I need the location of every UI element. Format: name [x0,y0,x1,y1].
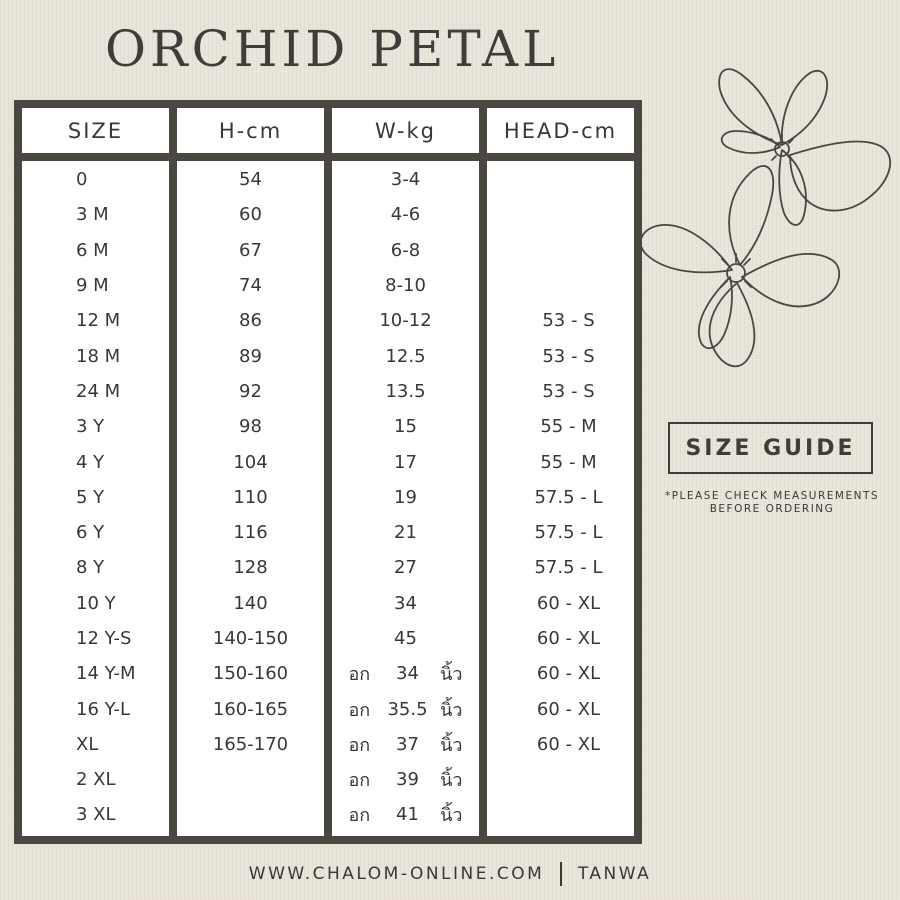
weight-cell [332,762,479,797]
weight-column [332,108,479,836]
size-cell: 6 Y [76,522,105,544]
height-cell: 116 [233,522,268,544]
size-cell: 0 [76,169,88,191]
size-cell: XL [76,733,99,755]
chest-measurement [332,695,479,724]
head-cell: 60 - XL [536,628,601,649]
size-cell: 9 M [76,275,109,297]
size-cell: 4 Y [76,451,105,473]
chest-measurement [332,765,479,794]
size-column [22,108,169,836]
size-cell: 10 Y [76,592,116,614]
size-column-header: SIZE [22,108,169,153]
height-cell: 150-160 [212,663,289,685]
height-cell: 54 [239,169,262,191]
chest-unit: นิ้ว [440,664,463,686]
chest-unit: นิ้ว [440,734,463,756]
height-cell: 110 [233,486,268,508]
chest-label: อก [348,805,371,827]
head-cell: 57.5 - L [534,486,603,508]
weight-cell: 8-10 [385,275,426,297]
height-column-header: H-cm [177,108,324,153]
head-cell: 55 - M [540,451,597,473]
head-cell: 57.5 - L [534,557,603,579]
weight-cell: 27 [394,557,417,579]
head-cell [487,268,634,303]
height-column [177,108,324,836]
weight-cell [332,691,479,726]
footer [0,862,900,886]
height-cell: 140 [233,592,268,614]
head-cell: 60 - XL [536,663,601,685]
size-column-body [22,161,169,836]
weight-cell: 45 [394,628,417,649]
height-cell: 165-170 [212,733,289,755]
chest-label: อก [348,664,371,686]
weight-cell: 10-12 [379,310,432,332]
weight-cell: 12.5 [385,345,426,367]
chest-value: 34 [396,663,419,685]
size-cell: 2 XL [76,769,116,791]
height-cell: 92 [239,380,262,402]
head-column [487,108,634,836]
chest-value: 41 [396,804,419,826]
head-cell: 53 - S [542,310,595,332]
weight-cell: 17 [394,451,417,473]
head-cell: 55 - M [540,416,597,438]
chest-measurement [332,730,479,759]
weight-cell: 4-6 [390,204,421,226]
weight-cell: 13.5 [385,380,426,402]
height-cell: 140-150 [212,628,289,649]
chest-value: 37 [396,733,419,755]
size-cell: 12 M [76,310,121,332]
head-column-header: HEAD-cm [487,108,634,153]
chest-unit: นิ้ว [440,770,463,792]
height-cell: 89 [239,345,262,367]
weight-cell [332,656,479,691]
head-cell [487,233,634,268]
height-cell: 86 [239,310,262,332]
brand-title: ORCHID PETAL [105,20,560,78]
height-cell: 98 [239,416,262,438]
footer-brand: TANWA [577,864,652,884]
height-cell: 128 [233,557,268,579]
chest-value: 35.5 [387,698,428,720]
head-cell [487,762,634,797]
size-cell: 12 Y-S [76,628,132,649]
height-cell: 67 [239,239,262,261]
height-cell [177,797,324,832]
weight-cell: 15 [394,416,417,438]
chest-measurement [332,659,479,688]
height-cell: 74 [239,275,262,297]
weight-cell: 21 [394,522,417,544]
size-cell: 8 Y [76,557,105,579]
size-cell: 18 M [76,345,121,367]
head-column-body [487,161,634,836]
size-cell: 3 M [76,204,109,226]
weight-cell: 6-8 [390,239,421,261]
head-cell: 60 - XL [536,698,601,720]
height-column-body [177,161,324,836]
head-cell: 60 - XL [536,733,601,755]
orchid-flower-line-art-icon [632,55,897,370]
weight-cell: 34 [394,592,417,614]
head-cell [487,162,634,197]
website-link[interactable]: WWW.CHALOM-ONLINE.COM [248,864,545,884]
measurement-note [646,490,898,516]
chest-label: อก [348,734,371,756]
weight-cell [332,797,479,832]
head-cell: 53 - S [542,380,595,402]
footer-divider [560,862,562,886]
height-cell: 160-165 [212,698,289,720]
head-cell: 53 - S [542,345,595,367]
chest-label: อก [348,770,371,792]
chest-value: 39 [396,769,419,791]
height-cell [177,762,324,797]
size-cell: 14 Y-M [76,663,136,685]
size-guide-label: SIZE GUIDE [668,422,873,474]
note-line-1: *PLEASE CHECK MEASUREMENTS [664,490,880,502]
weight-cell: 19 [394,486,417,508]
weight-cell: 3-4 [390,169,421,191]
head-cell: 60 - XL [536,592,601,614]
head-cell: 57.5 - L [534,522,603,544]
chest-measurement [332,800,479,829]
chest-label: อก [348,699,371,721]
chest-unit: นิ้ว [440,699,463,721]
height-cell: 104 [233,451,268,473]
chest-unit: นิ้ว [440,805,463,827]
size-cell: 3 XL [76,804,116,826]
size-cell: 5 Y [76,486,105,508]
size-cell: 6 M [76,239,109,261]
size-cell: 24 M [76,380,121,402]
head-cell [487,797,634,832]
weight-cell [332,727,479,762]
note-line-2: BEFORE ORDERING [709,503,835,515]
height-cell: 60 [239,204,262,226]
size-cell: 3 Y [76,416,105,438]
size-cell: 16 Y-L [76,698,131,720]
head-cell [487,197,634,232]
weight-column-header: W-kg [332,108,479,153]
weight-column-body [332,161,479,836]
size-table [14,100,642,844]
